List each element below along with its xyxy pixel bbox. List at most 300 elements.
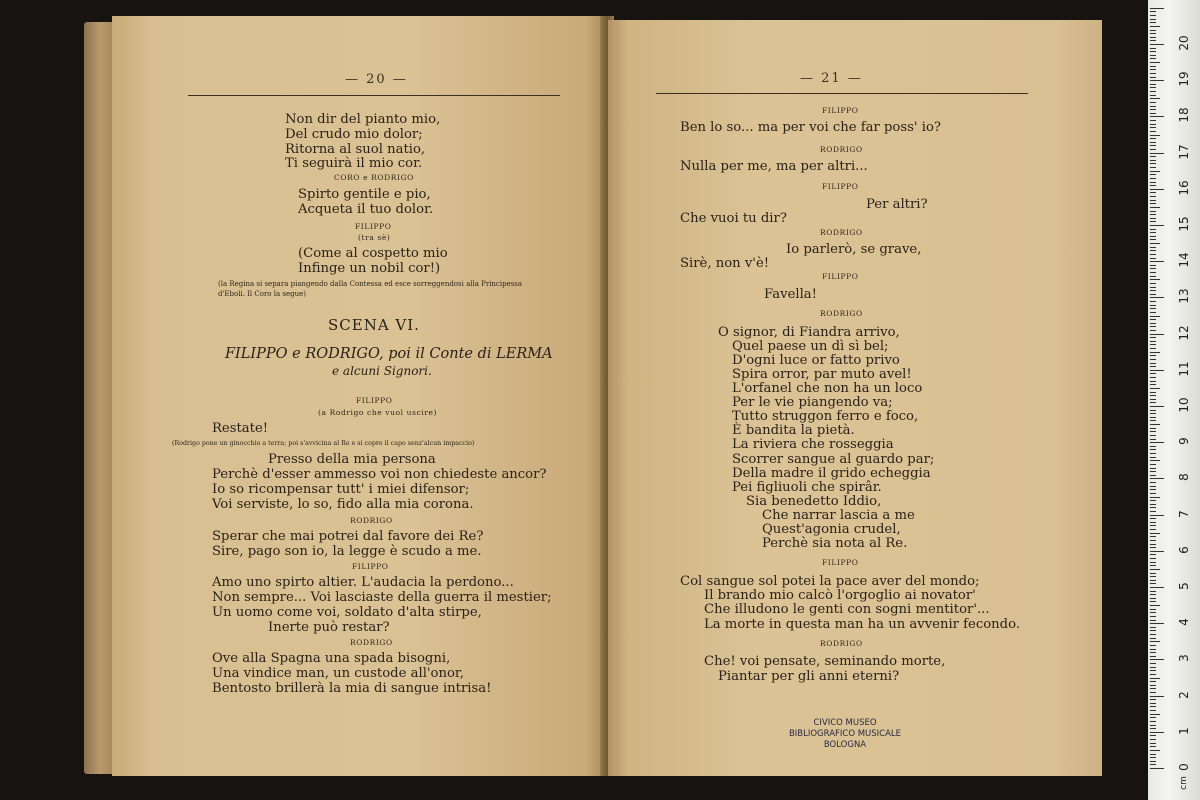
verse-line: O signor, di Fiandra arrivo, bbox=[718, 325, 900, 340]
ruler-tick bbox=[1150, 22, 1156, 23]
ruler-tick bbox=[1150, 475, 1156, 476]
ruler-tick bbox=[1150, 363, 1156, 364]
ruler-tick bbox=[1150, 558, 1156, 559]
ruler-tick bbox=[1150, 200, 1156, 201]
ruler-tick bbox=[1150, 37, 1156, 38]
ruler-tick bbox=[1150, 221, 1156, 222]
ruler-number: 14 bbox=[1177, 252, 1191, 268]
ruler-tick bbox=[1150, 323, 1156, 324]
speaker-label: FILIPPO bbox=[355, 222, 392, 231]
verse-line: Io parlerò, se grave, bbox=[786, 242, 922, 257]
ruler-tick bbox=[1150, 77, 1156, 78]
ruler-number: 2 bbox=[1177, 690, 1191, 699]
verse-line: Perchè d'esser ammesso voi non chiedeste ancor? bbox=[212, 467, 547, 482]
ruler-tick bbox=[1150, 113, 1156, 114]
ruler-tick bbox=[1150, 667, 1156, 668]
ruler-number: 3 bbox=[1177, 654, 1191, 663]
ruler-tick bbox=[1150, 80, 1164, 81]
ruler-tick bbox=[1150, 399, 1156, 400]
ruler-tick bbox=[1150, 533, 1160, 534]
verse-line: Sirè, non v'è! bbox=[680, 256, 770, 271]
ruler-tick bbox=[1150, 739, 1156, 740]
ruler-tick bbox=[1150, 620, 1156, 621]
verse-line: La morte in questa man ha un avvenir fecondo. bbox=[704, 617, 1021, 632]
ruler-number: 10 bbox=[1177, 397, 1191, 413]
speaker-label: RODRIGO bbox=[820, 145, 863, 154]
ruler-tick bbox=[1150, 51, 1156, 52]
ruler-number: 12 bbox=[1177, 324, 1191, 341]
speaker-label: RODRIGO bbox=[820, 639, 863, 648]
ruler-tick bbox=[1150, 236, 1156, 237]
ruler-tick bbox=[1150, 73, 1156, 74]
verse-line: Restate! bbox=[212, 421, 269, 436]
ruler-tick bbox=[1150, 627, 1156, 628]
ruler-tick bbox=[1150, 717, 1156, 718]
ruler-tick bbox=[1150, 580, 1156, 581]
ruler-tick bbox=[1150, 211, 1156, 212]
ruler-tick bbox=[1150, 344, 1156, 345]
ruler-tick bbox=[1150, 623, 1164, 624]
ruler-tick bbox=[1150, 656, 1156, 657]
ruler-tick bbox=[1150, 616, 1156, 617]
verse-line: Una vindice man, un custode all'onor, bbox=[212, 666, 464, 681]
ruler-tick bbox=[1150, 638, 1156, 639]
ruler-tick bbox=[1150, 710, 1156, 711]
ruler-tick bbox=[1150, 706, 1156, 707]
ruler-tick bbox=[1150, 153, 1164, 154]
verse-line: Ben lo so... ma per voi che far poss' io? bbox=[680, 120, 941, 135]
scene-characters: FILIPPO e RODRIGO, poi il Conte di LERMA bbox=[225, 346, 553, 362]
ruler-tick bbox=[1150, 449, 1156, 450]
ruler-tick bbox=[1150, 120, 1156, 121]
ruler-tick bbox=[1150, 131, 1156, 132]
speaker-label: FILIPPO bbox=[822, 182, 859, 191]
speaker-label: FILIPPO bbox=[822, 558, 859, 567]
ruler-tick bbox=[1150, 605, 1160, 606]
ruler-tick bbox=[1150, 497, 1160, 498]
ruler-tick bbox=[1150, 160, 1156, 161]
verse-line: Voi serviste, lo so, fido alla mia corona. bbox=[212, 497, 474, 512]
speaker-label: CORO e RODRIGO bbox=[334, 173, 414, 182]
ruler-tick bbox=[1150, 536, 1156, 537]
verse-line: (Come al cospetto mio bbox=[298, 246, 448, 261]
ruler-tick bbox=[1150, 761, 1156, 762]
verse-line: Quest'agonia crudel, bbox=[762, 522, 901, 537]
ruler-tick bbox=[1150, 156, 1156, 157]
ruler-tick bbox=[1150, 442, 1164, 443]
ruler-tick bbox=[1150, 573, 1156, 574]
ruler-tick bbox=[1150, 565, 1156, 566]
verse-line: Pei figliuoli che spirâr. bbox=[732, 480, 882, 495]
verse-line: Che illudono le genti con sogni mentitor'... bbox=[704, 602, 990, 617]
verse-line bold: Che vuoi tu dir? bbox=[680, 211, 787, 226]
stage-direction: (Rodrigo pone un ginocchio a terra; poi s'avvicina al Re e si copre il capo senz'alcun impaccio) bbox=[172, 440, 475, 447]
ruler-tick bbox=[1150, 424, 1160, 425]
left-header-rule bbox=[188, 95, 560, 96]
ruler-tick bbox=[1150, 207, 1160, 208]
ruler-tick bbox=[1150, 500, 1156, 501]
ruler-tick bbox=[1150, 95, 1156, 96]
ruler-tick bbox=[1150, 178, 1156, 179]
ruler-tick bbox=[1150, 688, 1156, 689]
ruler-tick bbox=[1150, 721, 1156, 722]
ruler-tick bbox=[1150, 392, 1156, 393]
scene-characters: e alcuni Signori. bbox=[332, 364, 432, 378]
ruler-tick bbox=[1150, 254, 1156, 255]
verse-line: Ove alla Spagna una spada bisogni, bbox=[212, 651, 451, 666]
ruler-tick bbox=[1150, 330, 1156, 331]
ruler-tick bbox=[1150, 265, 1156, 266]
stage-direction: (la Regina si separa piangendo dalla Contessa ed esce sorreggendosi alla Principessa bbox=[218, 280, 523, 288]
ruler-tick bbox=[1150, 109, 1156, 110]
verse-line: Bentosto brillerà la mia di sangue intrisa! bbox=[212, 681, 492, 696]
ruler-tick bbox=[1150, 551, 1164, 552]
ruler-tick bbox=[1150, 511, 1156, 512]
ruler-tick bbox=[1150, 26, 1160, 27]
stage-direction: d'Eboli. Il Coro la segue) bbox=[218, 290, 306, 298]
verse-line: Un uomo come voi, soldato d'alta stirpe, bbox=[212, 605, 482, 620]
ruler-tick bbox=[1150, 268, 1156, 269]
ruler-tick bbox=[1150, 478, 1164, 479]
ruler-tick bbox=[1150, 518, 1156, 519]
ruler-tick bbox=[1150, 583, 1156, 584]
verse-line: Per le vie piangendo va; bbox=[732, 395, 893, 410]
ruler-tick bbox=[1150, 279, 1160, 280]
verse-line: Che! voi pensate, seminando morte, bbox=[704, 654, 946, 669]
ruler-tick bbox=[1150, 243, 1160, 244]
ruler-tick bbox=[1150, 540, 1156, 541]
ruler-tick bbox=[1150, 406, 1164, 407]
ruler-number: 4 bbox=[1177, 618, 1191, 627]
ruler-tick bbox=[1150, 645, 1156, 646]
ruler-tick bbox=[1150, 641, 1160, 642]
verse-line: Infinge un nobil cor!) bbox=[298, 261, 441, 276]
ruler-number: 1 bbox=[1177, 726, 1191, 735]
ruler-tick bbox=[1150, 359, 1156, 360]
ruler-tick bbox=[1150, 652, 1156, 653]
ruler-tick bbox=[1150, 58, 1156, 59]
verse-line: È bandita la pietà. bbox=[732, 423, 855, 438]
ruler-number: 18 bbox=[1177, 107, 1191, 124]
verse-line: Ritorna al suol natio, bbox=[285, 142, 426, 157]
ruler-tick bbox=[1150, 297, 1164, 298]
ruler-tick bbox=[1150, 239, 1156, 240]
ruler-tick bbox=[1150, 464, 1156, 465]
ruler-tick bbox=[1150, 670, 1156, 671]
ruler-tick bbox=[1150, 714, 1160, 715]
ruler-tick bbox=[1150, 135, 1160, 136]
ruler-tick bbox=[1150, 319, 1156, 320]
ruler-tick bbox=[1150, 308, 1156, 309]
ruler-tick bbox=[1150, 98, 1160, 99]
ruler-tick bbox=[1150, 649, 1156, 650]
stamp-line: CIVICO MUSEO bbox=[813, 718, 877, 728]
ruler-tick bbox=[1150, 116, 1164, 117]
ruler-tick bbox=[1150, 598, 1156, 599]
ruler-tick bbox=[1150, 395, 1156, 396]
ruler-tick bbox=[1150, 15, 1156, 16]
ruler-tick bbox=[1150, 174, 1156, 175]
ruler-tick bbox=[1150, 163, 1156, 164]
ruler-number: 6 bbox=[1177, 545, 1191, 554]
ruler-tick bbox=[1150, 750, 1160, 751]
ruler-tick bbox=[1150, 384, 1156, 385]
verse-line: Amo uno spirto altier. L'audacia la perdono... bbox=[212, 575, 514, 590]
verse-line: Favella! bbox=[764, 287, 817, 302]
right-page-number: — 21 — bbox=[800, 71, 863, 86]
ruler-tick bbox=[1150, 225, 1164, 226]
ruler-tick bbox=[1150, 11, 1156, 12]
ruler-tick bbox=[1150, 167, 1156, 168]
verse-line: Piantar per gli anni eterni? bbox=[718, 669, 900, 684]
verse-line: D'ogni luce or fatto privo bbox=[732, 353, 900, 368]
ruler-tick bbox=[1150, 8, 1164, 9]
verse-line: Ti seguirà il mio cor. bbox=[285, 156, 423, 171]
ruler-tick bbox=[1150, 678, 1160, 679]
ruler-tick bbox=[1150, 312, 1156, 313]
verse-line: Perchè sia nota al Re. bbox=[762, 536, 908, 551]
verse-line: Che narrar lascia a me bbox=[762, 508, 915, 523]
ruler-tick bbox=[1150, 138, 1156, 139]
ruler-tick bbox=[1150, 33, 1156, 34]
verse-line: Acqueta il tuo dolor. bbox=[298, 202, 434, 217]
ruler-tick bbox=[1150, 366, 1156, 367]
ruler-tick bbox=[1150, 189, 1164, 190]
verse-line: Sperar che mai potrei dal favore dei Re? bbox=[212, 529, 484, 544]
ruler-tick bbox=[1150, 341, 1156, 342]
ruler-number: 9 bbox=[1177, 437, 1191, 446]
ruler-tick bbox=[1150, 258, 1156, 259]
ruler-tick bbox=[1150, 218, 1156, 219]
speaker-label: FILIPPO bbox=[356, 396, 393, 405]
ruler-tick bbox=[1150, 149, 1156, 150]
ruler-tick bbox=[1150, 489, 1156, 490]
ruler-tick bbox=[1150, 685, 1156, 686]
verse-line: La riviera che rosseggia bbox=[732, 437, 894, 452]
ruler-number: 7 bbox=[1177, 509, 1191, 518]
ruler-tick bbox=[1150, 525, 1156, 526]
ruler-tick bbox=[1150, 290, 1156, 291]
ruler-tick bbox=[1150, 457, 1156, 458]
ruler-tick bbox=[1150, 630, 1156, 631]
ruler-tick bbox=[1150, 40, 1156, 41]
ruler-tick bbox=[1150, 460, 1160, 461]
ruler-tick bbox=[1150, 334, 1164, 335]
ruler-tick bbox=[1150, 326, 1156, 327]
verse-line: Il brando mio calcò l'orgoglio ai novator' bbox=[704, 588, 976, 603]
ruler-tick bbox=[1150, 127, 1156, 128]
verse-line: Non sempre... Voi lasciaste della guerra il mestier; bbox=[212, 590, 552, 605]
ruler-tick bbox=[1150, 402, 1156, 403]
ruler-tick bbox=[1150, 142, 1156, 143]
ruler-tick bbox=[1150, 355, 1156, 356]
ruler-tick bbox=[1150, 659, 1164, 660]
verse-line: Nulla per me, ma per altri... bbox=[680, 159, 868, 174]
verse-line: Io so ricompensar tutt' i miei difensor; bbox=[212, 482, 470, 497]
ruler-tick bbox=[1150, 62, 1160, 63]
measuring-ruler bbox=[1148, 0, 1200, 800]
ruler-tick bbox=[1150, 420, 1156, 421]
ruler-tick bbox=[1150, 87, 1156, 88]
ruler-tick bbox=[1150, 471, 1156, 472]
ruler-tick bbox=[1150, 681, 1156, 682]
ruler-tick bbox=[1150, 529, 1156, 530]
ruler-tick bbox=[1150, 413, 1156, 414]
ruler-tick bbox=[1150, 696, 1164, 697]
speaker-label: RODRIGO bbox=[820, 309, 863, 318]
ruler-tick bbox=[1150, 735, 1156, 736]
ruler-number: 20 bbox=[1177, 35, 1191, 51]
ruler-tick bbox=[1150, 30, 1156, 31]
ruler-tick bbox=[1150, 612, 1156, 613]
ruler-tick bbox=[1150, 19, 1156, 20]
ruler-tick bbox=[1150, 663, 1156, 664]
ruler-number: 16 bbox=[1177, 180, 1191, 196]
ruler-tick bbox=[1150, 594, 1156, 595]
verse-line: Non dir del pianto mio, bbox=[285, 112, 441, 127]
ruler-tick bbox=[1150, 250, 1156, 251]
ruler-number: 15 bbox=[1177, 216, 1191, 232]
ruler-tick bbox=[1150, 370, 1164, 371]
ruler-tick bbox=[1150, 482, 1156, 483]
ruler-unit: cm bbox=[1179, 776, 1189, 790]
verse-line: Tutto struggon ferro e foco, bbox=[732, 409, 919, 424]
stage-aside: (tra sè) bbox=[358, 233, 391, 242]
left-page-number: — 20 — bbox=[345, 72, 408, 87]
ruler-tick bbox=[1150, 185, 1156, 186]
ruler-tick bbox=[1150, 316, 1160, 317]
stamp-line: BOLOGNA bbox=[823, 740, 867, 750]
ruler-tick bbox=[1150, 203, 1156, 204]
ruler-tick bbox=[1150, 591, 1156, 592]
verse-line: Per altri? bbox=[866, 197, 928, 212]
ruler-tick bbox=[1150, 102, 1156, 103]
scene-title: SCENA VI. bbox=[328, 316, 420, 334]
ruler-number: 19 bbox=[1177, 71, 1191, 87]
ruler-tick bbox=[1150, 428, 1156, 429]
ruler-tick bbox=[1150, 106, 1156, 107]
ruler-tick bbox=[1150, 493, 1156, 494]
ruler-tick bbox=[1150, 171, 1160, 172]
ruler-tick bbox=[1150, 768, 1164, 769]
verse-line: Scorrer sangue al guardo par; bbox=[732, 452, 935, 467]
speaker-label: RODRIGO bbox=[820, 228, 863, 237]
verse-line: Sia benedetto Iddio, bbox=[746, 494, 882, 509]
ruler-tick bbox=[1150, 754, 1156, 755]
ruler-tick bbox=[1150, 229, 1156, 230]
ruler-tick bbox=[1150, 287, 1156, 288]
ruler-tick bbox=[1150, 544, 1156, 545]
ruler-tick bbox=[1150, 84, 1156, 85]
ruler-number: 11 bbox=[1177, 361, 1191, 377]
ruler-tick bbox=[1150, 69, 1156, 70]
ruler-tick bbox=[1150, 507, 1156, 508]
speaker-label: RODRIGO bbox=[350, 638, 393, 647]
ruler-number: 8 bbox=[1177, 473, 1191, 482]
verse-line: Sire, pago son io, la legge è scudo a me. bbox=[212, 544, 482, 559]
ruler-tick bbox=[1150, 410, 1156, 411]
ruler-tick bbox=[1150, 486, 1156, 487]
ruler-tick bbox=[1150, 261, 1164, 262]
stamp-line: BIBLIOGRAFICO MUSICALE bbox=[788, 729, 902, 739]
ruler-tick bbox=[1150, 44, 1164, 45]
ruler-tick bbox=[1150, 468, 1156, 469]
ruler-tick bbox=[1150, 547, 1156, 548]
speaker-label: FILIPPO bbox=[822, 106, 859, 115]
verse-line: L'orfanel che non ha un loco bbox=[732, 381, 923, 396]
ruler-tick bbox=[1150, 431, 1156, 432]
verse-line: Del crudo mio dolor; bbox=[285, 127, 423, 142]
ruler-tick bbox=[1150, 725, 1156, 726]
ruler-tick bbox=[1150, 305, 1156, 306]
ruler-tick bbox=[1150, 417, 1156, 418]
ruler-tick bbox=[1150, 634, 1156, 635]
ruler-tick bbox=[1150, 348, 1156, 349]
ruler-tick bbox=[1150, 66, 1156, 67]
ruler-tick bbox=[1150, 554, 1156, 555]
verse-line: Della madre il grido echeggia bbox=[732, 466, 931, 481]
ruler-tick bbox=[1150, 124, 1156, 125]
ruler-tick bbox=[1150, 757, 1156, 758]
ruler-tick bbox=[1150, 294, 1156, 295]
verse-line: Quel paese un dì sì bel; bbox=[732, 339, 889, 354]
ruler-tick bbox=[1150, 587, 1164, 588]
ruler-tick bbox=[1150, 247, 1156, 248]
speaker-label: RODRIGO bbox=[350, 516, 393, 525]
ruler-tick bbox=[1150, 214, 1156, 215]
ruler-tick bbox=[1150, 388, 1160, 389]
ruler-tick bbox=[1150, 48, 1156, 49]
ruler-tick bbox=[1150, 91, 1156, 92]
speaker-label: FILIPPO bbox=[352, 562, 389, 571]
ruler-tick bbox=[1150, 692, 1156, 693]
verse-line: Col sangue sol potei la pace aver del mondo; bbox=[680, 574, 980, 589]
ruler-tick bbox=[1150, 728, 1156, 729]
ruler-tick bbox=[1150, 674, 1156, 675]
ruler-tick bbox=[1150, 504, 1156, 505]
ruler-number: 17 bbox=[1177, 143, 1191, 160]
ruler-number: 5 bbox=[1177, 582, 1191, 590]
ruler-tick bbox=[1150, 453, 1156, 454]
ruler-tick bbox=[1150, 377, 1156, 378]
ruler-tick bbox=[1150, 232, 1156, 233]
ruler-tick bbox=[1150, 703, 1156, 704]
ruler-tick bbox=[1150, 373, 1156, 374]
ruler-tick bbox=[1150, 699, 1156, 700]
ruler-tick bbox=[1150, 732, 1164, 733]
stage-aside: (a Rodrigo che vuol uscire) bbox=[318, 408, 438, 417]
ruler-tick bbox=[1150, 352, 1160, 353]
ruler-tick bbox=[1150, 283, 1156, 284]
ruler-tick bbox=[1150, 743, 1156, 744]
ruler-tick bbox=[1150, 55, 1156, 56]
ruler-tick bbox=[1150, 515, 1164, 516]
ruler-tick bbox=[1150, 145, 1156, 146]
ruler-tick bbox=[1150, 439, 1156, 440]
speaker-label: FILIPPO bbox=[822, 272, 859, 281]
ruler-tick bbox=[1150, 601, 1156, 602]
ruler-tick bbox=[1150, 576, 1156, 577]
verse-line: Presso della mia persona bbox=[268, 452, 436, 467]
right-header-rule bbox=[656, 93, 1028, 94]
ruler-tick bbox=[1150, 609, 1156, 610]
ruler-tick bbox=[1150, 435, 1156, 436]
ruler-tick bbox=[1150, 276, 1156, 277]
ruler-tick bbox=[1150, 381, 1156, 382]
ruler-tick bbox=[1150, 746, 1156, 747]
verse-line: Inerte può restar? bbox=[268, 620, 390, 635]
ruler-tick bbox=[1150, 337, 1156, 338]
